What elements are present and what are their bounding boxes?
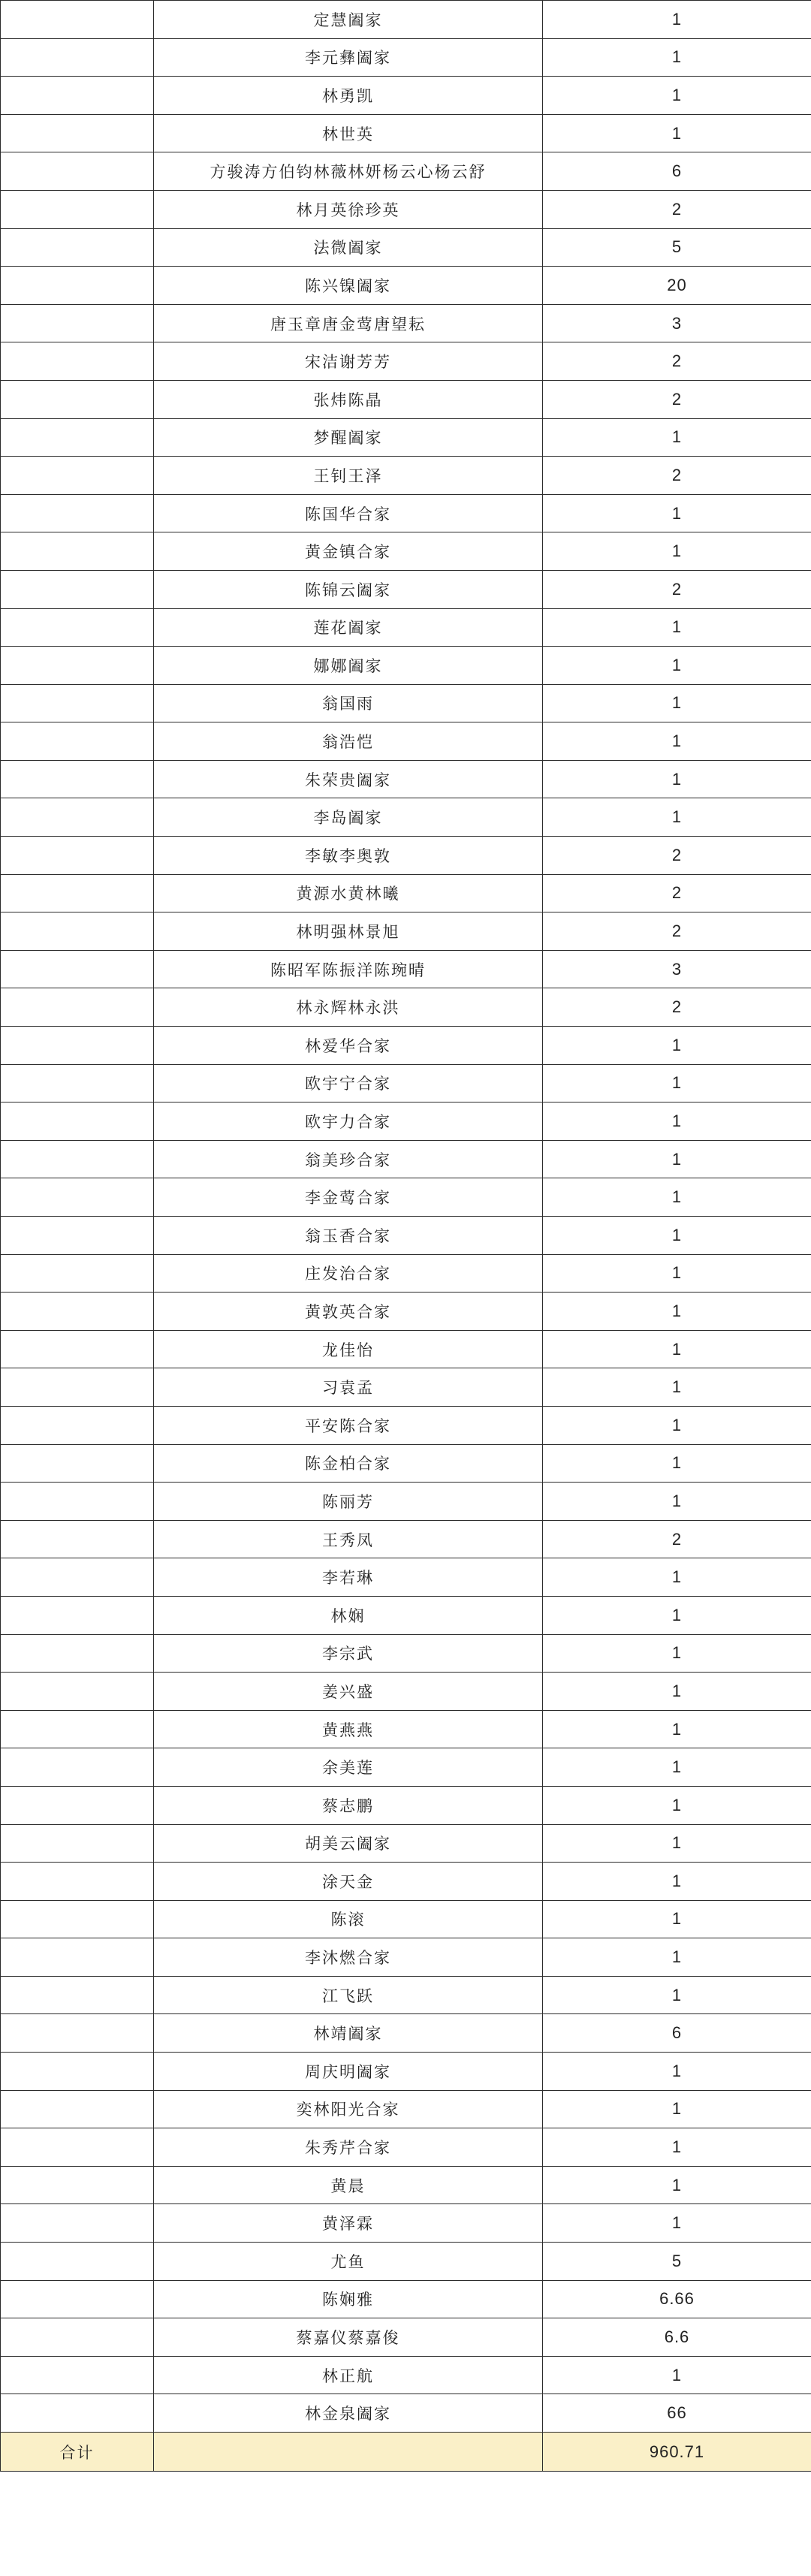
donor-name-cell: 蔡志鹏	[154, 1786, 543, 1824]
table-row	[1, 77, 811, 115]
amount-cell: 1	[543, 1786, 811, 1824]
donor-name-cell: 周庆明阖家	[154, 2053, 543, 2091]
index-cell	[1, 2128, 154, 2167]
table-row	[1, 304, 811, 342]
index-cell	[1, 2243, 154, 2281]
donor-name-cell: 陈国华合家	[154, 494, 543, 532]
table-row	[1, 2053, 811, 2091]
amount-cell: 1	[543, 2090, 811, 2128]
table-row	[1, 2090, 811, 2128]
amount-cell: 1	[543, 1900, 811, 1938]
table-row	[1, 1102, 811, 1141]
donor-name-cell: 莲花阖家	[154, 608, 543, 647]
donor-name-cell: 庄发治合家	[154, 1254, 543, 1293]
table-row	[1, 1, 811, 39]
donor-name-cell: 李敏李奥敦	[154, 837, 543, 875]
table-row	[1, 608, 811, 647]
donor-name-cell: 陈兴镍阖家	[154, 267, 543, 305]
index-cell	[1, 2356, 154, 2394]
table-row	[1, 342, 811, 381]
table-row	[1, 2318, 811, 2357]
amount-cell: 1	[543, 1, 811, 39]
table-row	[1, 1938, 811, 1977]
index-cell	[1, 1483, 154, 1521]
donor-name-cell: 定慧阖家	[154, 1, 543, 39]
table-row	[1, 1064, 811, 1102]
amount-cell: 1	[543, 1293, 811, 1331]
table-row	[1, 1178, 811, 1217]
table-row	[1, 988, 811, 1027]
donor-name-cell: 林勇凯	[154, 77, 543, 115]
table-row	[1, 684, 811, 722]
amount-cell: 1	[543, 722, 811, 761]
table-row	[1, 1254, 811, 1293]
donor-name-cell: 黄泽霖	[154, 2204, 543, 2243]
donor-name-cell: 娜娜阖家	[154, 647, 543, 685]
amount-cell: 1	[543, 1444, 811, 1483]
amount-cell: 6.66	[543, 2280, 811, 2318]
donor-name-cell: 江飞跃	[154, 1976, 543, 2014]
table-row	[1, 228, 811, 267]
amount-cell: 1	[543, 798, 811, 837]
donor-name-cell: 黄金镇合家	[154, 532, 543, 571]
index-cell	[1, 798, 154, 837]
index-cell	[1, 418, 154, 457]
donor-name-cell: 林靖阖家	[154, 2014, 543, 2053]
donor-name-cell: 梦醒阖家	[154, 418, 543, 457]
index-cell	[1, 2204, 154, 2243]
index-cell	[1, 1140, 154, 1178]
donor-name-cell: 奕林阳光合家	[154, 2090, 543, 2128]
table-row	[1, 1596, 811, 1634]
amount-cell: 2	[543, 190, 811, 228]
amount-cell: 2	[543, 912, 811, 951]
index-cell	[1, 608, 154, 647]
table-row	[1, 1863, 811, 1901]
donor-name-cell: 宋洁谢芳芳	[154, 342, 543, 381]
index-cell	[1, 1634, 154, 1673]
table-row	[1, 2128, 811, 2167]
table-row	[1, 1520, 811, 1558]
table-row	[1, 570, 811, 608]
index-cell	[1, 38, 154, 77]
table-row	[1, 267, 811, 305]
table-row	[1, 837, 811, 875]
index-cell	[1, 1217, 154, 1255]
amount-cell: 1	[543, 760, 811, 798]
amount-cell: 1	[543, 418, 811, 457]
table-row	[1, 457, 811, 495]
amount-cell: 1	[543, 1824, 811, 1863]
amount-cell: 1	[543, 1938, 811, 1977]
table-row	[1, 152, 811, 191]
index-cell	[1, 457, 154, 495]
index-cell	[1, 1330, 154, 1368]
amount-cell: 1	[543, 38, 811, 77]
index-cell	[1, 1596, 154, 1634]
table-body	[1, 1, 811, 2472]
donor-name-cell: 翁美珍合家	[154, 1140, 543, 1178]
table-row	[1, 114, 811, 152]
table-row	[1, 2280, 811, 2318]
total-row	[1, 2433, 811, 2472]
donor-name-cell: 黄敦英合家	[154, 1293, 543, 1331]
table-row	[1, 1217, 811, 1255]
index-cell	[1, 1293, 154, 1331]
amount-cell: 3	[543, 950, 811, 988]
index-cell	[1, 1027, 154, 1065]
index-cell	[1, 1254, 154, 1293]
amount-cell: 1	[543, 1064, 811, 1102]
table-row	[1, 1368, 811, 1407]
table-row	[1, 190, 811, 228]
table-row	[1, 2204, 811, 2243]
amount-cell: 1	[543, 1863, 811, 1901]
index-cell	[1, 1178, 154, 1217]
index-cell	[1, 1863, 154, 1901]
index-cell	[1, 1976, 154, 2014]
index-cell	[1, 342, 154, 381]
donor-name-cell: 翁浩恺	[154, 722, 543, 761]
table-row	[1, 1824, 811, 1863]
amount-cell: 6	[543, 2014, 811, 2053]
donor-name-cell: 王秀凤	[154, 1520, 543, 1558]
donor-name-cell: 王钊王泽	[154, 457, 543, 495]
donor-name-cell: 朱秀芹合家	[154, 2128, 543, 2167]
index-cell	[1, 1064, 154, 1102]
index-cell	[1, 722, 154, 761]
total-empty-cell	[154, 2433, 543, 2472]
index-cell	[1, 570, 154, 608]
amount-cell: 1	[543, 532, 811, 571]
donor-name-cell: 平安陈合家	[154, 1406, 543, 1444]
index-cell	[1, 1673, 154, 1711]
amount-cell: 1	[543, 1596, 811, 1634]
amount-cell: 1	[543, 2356, 811, 2394]
index-cell	[1, 912, 154, 951]
table-row	[1, 1673, 811, 1711]
donor-name-cell: 李宗武	[154, 1634, 543, 1673]
amount-cell: 2	[543, 342, 811, 381]
index-cell	[1, 1558, 154, 1597]
amount-cell: 1	[543, 2128, 811, 2167]
amount-cell: 1	[543, 684, 811, 722]
index-cell	[1, 1938, 154, 1977]
table-row	[1, 912, 811, 951]
index-cell	[1, 228, 154, 267]
donor-name-cell: 法微阖家	[154, 228, 543, 267]
index-cell	[1, 684, 154, 722]
table-row	[1, 2014, 811, 2053]
donor-name-cell: 林明强林景旭	[154, 912, 543, 951]
amount-cell: 1	[543, 77, 811, 115]
amount-cell: 6.6	[543, 2318, 811, 2357]
amount-cell: 1	[543, 1634, 811, 1673]
table-row	[1, 2243, 811, 2281]
amount-cell: 1	[543, 647, 811, 685]
table-row	[1, 950, 811, 988]
donor-name-cell: 黄燕燕	[154, 1710, 543, 1748]
index-cell	[1, 2053, 154, 2091]
index-cell	[1, 1368, 154, 1407]
table-row	[1, 1634, 811, 1673]
index-cell	[1, 2394, 154, 2433]
donor-name-cell: 姜兴盛	[154, 1673, 543, 1711]
total-amount-cell: 960.71	[543, 2433, 811, 2472]
amount-cell: 1	[543, 2166, 811, 2204]
amount-cell: 1	[543, 1102, 811, 1141]
index-cell	[1, 2280, 154, 2318]
donor-name-cell: 李岛阖家	[154, 798, 543, 837]
amount-cell: 1	[543, 1178, 811, 1217]
amount-cell: 1	[543, 1483, 811, 1521]
table-row	[1, 1786, 811, 1824]
amount-cell: 2	[543, 457, 811, 495]
table-row	[1, 494, 811, 532]
table-row	[1, 647, 811, 685]
amount-cell: 5	[543, 228, 811, 267]
donor-name-cell: 林月英徐珍英	[154, 190, 543, 228]
donor-name-cell: 陈滚	[154, 1900, 543, 1938]
amount-cell: 20	[543, 267, 811, 305]
table-row	[1, 2166, 811, 2204]
index-cell	[1, 494, 154, 532]
amount-cell: 1	[543, 1330, 811, 1368]
table-row	[1, 2356, 811, 2394]
donor-name-cell: 林世英	[154, 114, 543, 152]
donor-name-cell: 陈金柏合家	[154, 1444, 543, 1483]
amount-cell: 2	[543, 837, 811, 875]
table-row	[1, 418, 811, 457]
amount-cell: 1	[543, 494, 811, 532]
index-cell	[1, 152, 154, 191]
donor-name-cell: 方骏涛方伯钧林薇林妍杨云心杨云舒	[154, 152, 543, 191]
index-cell	[1, 760, 154, 798]
amount-cell: 2	[543, 570, 811, 608]
table-row	[1, 1444, 811, 1483]
amount-cell: 1	[543, 2204, 811, 2243]
amount-cell: 2	[543, 1520, 811, 1558]
table-row	[1, 1293, 811, 1331]
index-cell	[1, 647, 154, 685]
donor-name-cell: 陈娴雅	[154, 2280, 543, 2318]
index-cell	[1, 1, 154, 39]
amount-cell: 1	[543, 1558, 811, 1597]
table-row	[1, 874, 811, 912]
donor-name-cell: 李金莺合家	[154, 1178, 543, 1217]
donor-name-cell: 朱荣贵阖家	[154, 760, 543, 798]
table-row	[1, 1976, 811, 2014]
amount-cell: 6	[543, 152, 811, 191]
index-cell	[1, 1406, 154, 1444]
table-row	[1, 38, 811, 77]
donor-name-cell: 李若琳	[154, 1558, 543, 1597]
index-cell	[1, 1786, 154, 1824]
amount-cell: 3	[543, 304, 811, 342]
donor-name-cell: 翁玉香合家	[154, 1217, 543, 1255]
table-row	[1, 1483, 811, 1521]
donor-name-cell: 蔡嘉仪蔡嘉俊	[154, 2318, 543, 2357]
index-cell	[1, 190, 154, 228]
index-cell	[1, 1710, 154, 1748]
amount-cell: 1	[543, 1140, 811, 1178]
table-row	[1, 760, 811, 798]
amount-cell: 1	[543, 1673, 811, 1711]
amount-cell: 2	[543, 988, 811, 1027]
table-row	[1, 1748, 811, 1787]
donor-name-cell: 龙佳怡	[154, 1330, 543, 1368]
donor-name-cell: 林爱华合家	[154, 1027, 543, 1065]
donor-name-cell: 唐玉章唐金莺唐望耘	[154, 304, 543, 342]
donor-name-cell: 黄源水黄林曦	[154, 874, 543, 912]
donor-name-cell: 林永辉林永洪	[154, 988, 543, 1027]
amount-cell: 1	[543, 1368, 811, 1407]
donor-name-cell: 胡美云阖家	[154, 1824, 543, 1863]
index-cell	[1, 2090, 154, 2128]
index-cell	[1, 2166, 154, 2204]
donor-name-cell: 李沐燃合家	[154, 1938, 543, 1977]
donor-name-cell: 涂天金	[154, 1863, 543, 1901]
index-cell	[1, 114, 154, 152]
table-row	[1, 1710, 811, 1748]
donor-name-cell: 翁国雨	[154, 684, 543, 722]
donor-name-cell: 黄晨	[154, 2166, 543, 2204]
table-row	[1, 722, 811, 761]
amount-cell: 1	[543, 1254, 811, 1293]
total-label-cell: 合计	[1, 2433, 154, 2472]
index-cell	[1, 77, 154, 115]
table-row	[1, 532, 811, 571]
amount-cell: 1	[543, 1748, 811, 1787]
donor-name-cell: 尤鱼	[154, 2243, 543, 2281]
donor-name-cell: 余美莲	[154, 1748, 543, 1787]
index-cell	[1, 1520, 154, 1558]
donor-name-cell: 林娴	[154, 1596, 543, 1634]
index-cell	[1, 1444, 154, 1483]
table-row	[1, 1406, 811, 1444]
donor-name-cell: 陈昭军陈振洋陈琬晴	[154, 950, 543, 988]
index-cell	[1, 837, 154, 875]
amount-cell: 1	[543, 1027, 811, 1065]
donor-name-cell: 林金泉阖家	[154, 2394, 543, 2433]
donor-name-cell: 欧宇力合家	[154, 1102, 543, 1141]
table-row	[1, 1330, 811, 1368]
donor-name-cell: 李元彝阖家	[154, 38, 543, 77]
index-cell	[1, 1824, 154, 1863]
index-cell	[1, 1102, 154, 1141]
index-cell	[1, 988, 154, 1027]
donor-name-cell: 欧宇宁合家	[154, 1064, 543, 1102]
index-cell	[1, 1900, 154, 1938]
amount-cell: 1	[543, 1406, 811, 1444]
amount-cell: 1	[543, 1710, 811, 1748]
table-row	[1, 798, 811, 837]
table-row	[1, 1027, 811, 1065]
table-row	[1, 1558, 811, 1597]
index-cell	[1, 874, 154, 912]
index-cell	[1, 267, 154, 305]
donor-name-cell: 陈锦云阖家	[154, 570, 543, 608]
index-cell	[1, 380, 154, 418]
index-cell	[1, 950, 154, 988]
index-cell	[1, 2014, 154, 2053]
table-row	[1, 380, 811, 418]
amount-cell: 1	[543, 608, 811, 647]
amount-cell: 5	[543, 2243, 811, 2281]
donor-name-cell: 陈丽芳	[154, 1483, 543, 1521]
index-cell	[1, 532, 154, 571]
amount-cell: 1	[543, 1217, 811, 1255]
table-row	[1, 1900, 811, 1938]
amount-cell: 2	[543, 874, 811, 912]
donor-name-cell: 林正航	[154, 2356, 543, 2394]
index-cell	[1, 2318, 154, 2357]
index-cell	[1, 304, 154, 342]
index-cell	[1, 1748, 154, 1787]
amount-cell: 2	[543, 380, 811, 418]
donor-name-cell: 张炜陈晶	[154, 380, 543, 418]
donor-name-cell: 习袁孟	[154, 1368, 543, 1407]
amount-cell: 1	[543, 2053, 811, 2091]
table-row	[1, 1140, 811, 1178]
table-row	[1, 2394, 811, 2433]
amount-cell: 1	[543, 1976, 811, 2014]
amount-cell: 1	[543, 114, 811, 152]
amount-cell: 66	[543, 2394, 811, 2433]
